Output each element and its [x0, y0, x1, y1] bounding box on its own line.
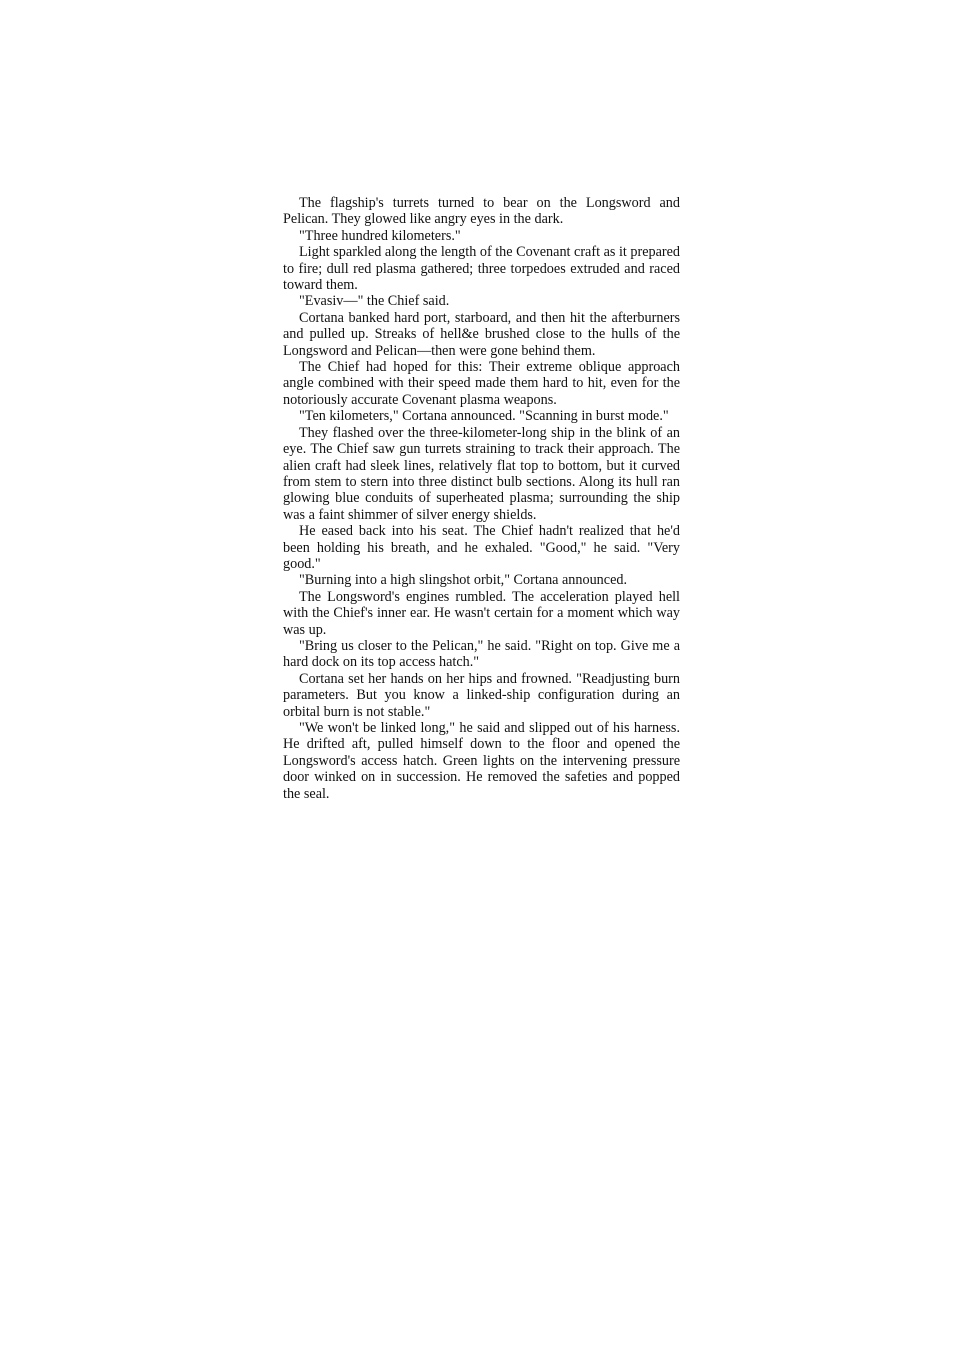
- body-text: [283, 195, 680, 802]
- paragraph-9: He eased back into his seat. The Chief hadn't realized that he'd been holding his breath, and he exhaled. "Good," he said. "Very good.": [283, 523, 680, 572]
- paragraph-8: They flashed over the three-kilometer-long ship in the blink of an eye. The Chief saw gun turrets straining to track their approach. The alien craft had sleek lines, relatively flat top to bottom, but it curved from stem to stern into three distinct bulb sections. Along its hull ran glowing blue conduits of superheated plasma; surrounding the ship was a faint shimmer of silver energy shields.: [283, 424, 680, 523]
- paragraph-5: Cortana banked hard port, starboard, and then hit the afterburners and pulled up. Streaks of hell&e brushed close to the hulls of the Longsword and Pelican—then were gone behind them.: [283, 309, 680, 359]
- paragraph-14: "We won't be linked long," he said and slipped out of his harness. He drifted aft, pulled himself down to the floor and opened the Longsword's access hatch. Green lights on the intervening pressure door winked on in succession. He removed the safeties and popped the seal.: [283, 720, 680, 802]
- paragraph-6: The Chief had hoped for this: Their extreme oblique approach angle combined with their speed made them hard to hit, even for the notoriously accurate Covenant plasma weapons.: [283, 359, 680, 408]
- paragraph-3: Light sparkled along the length of the Covenant craft as it prepared to fire; dull red plasma gathered; three torpedoes extruded and raced toward them.: [283, 244, 680, 294]
- paragraph-7: "Ten kilometers," Cortana announced. "Scanning in burst mode.": [299, 408, 669, 425]
- paragraph-13: Cortana set her hands on her hips and frowned. "Readjusting burn parameters. But you know a linked-ship configuration during an orbital burn is not stable.": [283, 670, 680, 720]
- paragraph-2: "Three hundred kilometers.": [299, 227, 461, 244]
- paragraph-10: "Burning into a high slingshot orbit," Cortana announced.: [299, 572, 628, 589]
- paragraph-11: The Longsword's engines rumbled. The acceleration played hell with the Chief's inner ear. He wasn't certain for a moment which way was up.: [283, 588, 680, 638]
- paragraph-12: "Bring us closer to the Pelican," he said. "Right on top. Give me a hard dock on its top access hatch.": [283, 637, 680, 671]
- paragraph-1: The flagship's turrets turned to bear on the Longsword and Pelican. They glowed like angry eyes in the dark.: [283, 195, 680, 228]
- paragraph-4: "Evasiv—" the Chief said.: [299, 293, 450, 310]
